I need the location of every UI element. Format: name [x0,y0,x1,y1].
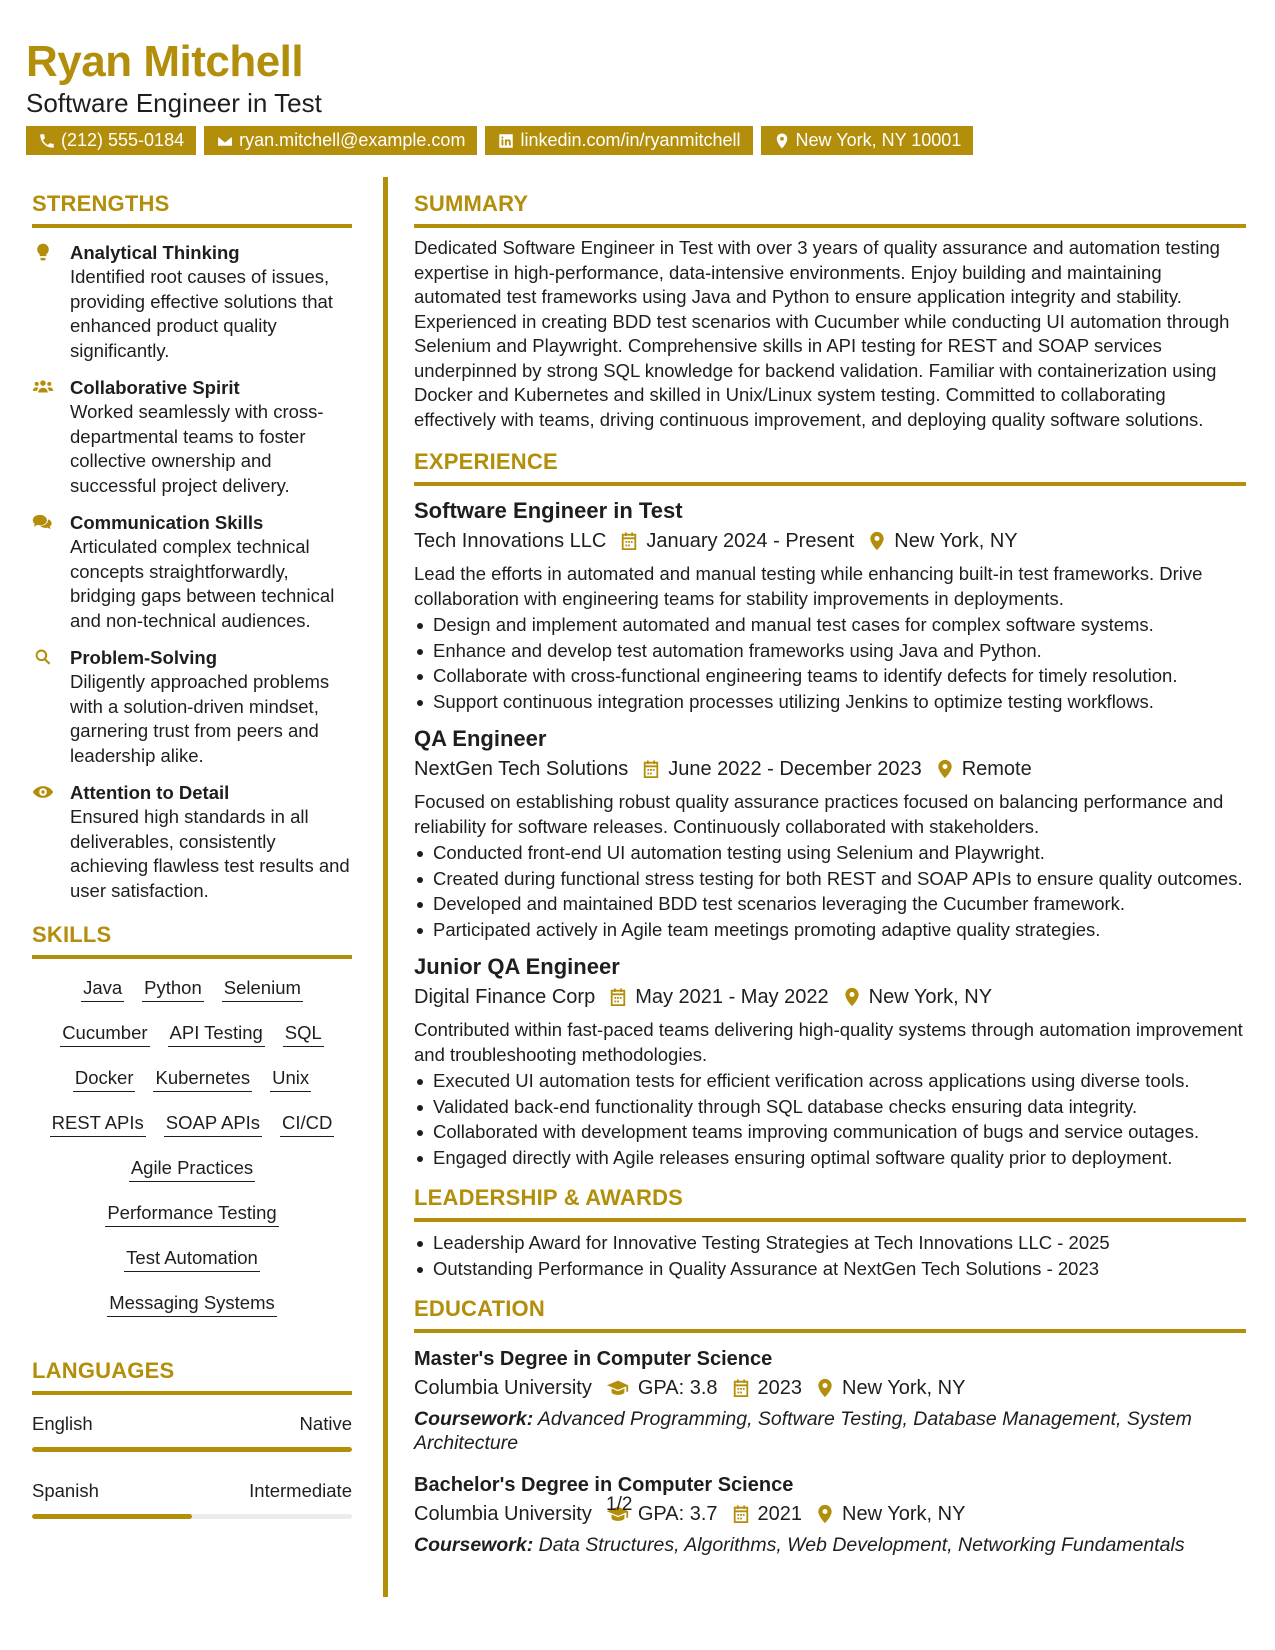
strength-title: Collaborative Spirit [70,377,240,398]
skill-tag: Selenium [222,975,303,1002]
left-column [32,190,352,1545]
calendar-icon [642,759,660,779]
list-item: Collaborate with cross-functional engineering teams to identify defects for timely resolution. [414,663,1246,689]
contact-phone-text: (212) 555-0184 [61,130,185,150]
list-item: Design and implement automated and manual test cases for complex software systems. [414,612,1246,638]
awards-list [414,1230,1246,1281]
users-icon [32,377,54,397]
strength-title: Communication Skills [70,512,264,533]
strength-item [32,645,352,768]
map-marker-icon [843,987,861,1007]
job-bullets [414,840,1246,942]
list-item: Collaborated with development teams improving communication of bugs and service outages. [414,1119,1246,1145]
strength-title: Problem-Solving [70,647,217,668]
list-item: Validated back-end functionality through SQL database checks ensuring data integrity. [414,1094,1246,1120]
job-position: QA Engineer [414,726,547,751]
language-name: Spanish [32,1480,99,1501]
skills-heading: SKILLS [32,921,352,959]
strength-item [32,375,352,498]
language-proficiency-bar [32,1514,352,1519]
skill-tag: Messaging Systems [107,1290,277,1317]
job-company: Tech Innovations LLC [414,530,607,552]
skills-list [32,973,352,1333]
envelope-icon [216,132,234,150]
map-marker-icon [816,1504,834,1524]
coursework-label: Coursework: [414,1534,534,1556]
lightbulb-icon [32,242,54,262]
calendar-icon [732,1378,750,1398]
calendar-icon [620,531,638,551]
list-item: Participated actively in Agile team meetings promoting adaptive quality strategies. [414,917,1246,943]
job-location: New York, NY [868,986,993,1008]
graduation-year: 2021 [757,1503,803,1525]
skill-tag: Test Automation [124,1245,260,1272]
eye-icon [32,782,54,802]
strength-desc: Ensured high standards in all deliverables, consistently achieving flawless test results and user satisfaction. [70,806,350,901]
coursework-text: Advanced Programming, Software Testing, Database Management, System Architecture [414,1408,1192,1454]
job-location: New York, NY [894,530,1018,552]
contact-phone[interactable] [26,126,196,155]
coursework [414,1533,1246,1557]
contact-bar [26,126,973,155]
contact-email[interactable] [204,126,477,155]
language-level: Native [299,1413,352,1434]
skill-tag: Docker [73,1065,136,1092]
skill-tag: Performance Testing [105,1200,278,1227]
skill-tag: SOAP APIs [164,1110,262,1137]
map-marker-icon [868,531,886,551]
gpa: GPA: 3.7 [637,1503,718,1525]
job-description: Lead the efforts in automated and manual testing while enhancing built-in test frameworks. Drive collaboration with engineering teams for stability improvements in deployments. [414,563,1203,609]
map-marker-icon [773,132,791,150]
contact-location [761,126,974,155]
strengths-heading: STRENGTHS [32,190,352,228]
strength-item [32,240,352,363]
list-item: Engaged directly with Agile releases ensuring optimal software quality prior to deployment. [414,1145,1246,1171]
graduation-cap-icon [606,1378,630,1398]
list-item: Created during functional stress testing for both REST and SOAP APIs to ensure quality outcomes. [414,866,1246,892]
job-dates: June 2022 - December 2023 [668,758,922,780]
school-location: New York, NY [842,1503,966,1525]
school-name: Columbia University [414,1377,592,1399]
degree-title: Bachelor's Degree in Computer Science [414,1474,794,1496]
linkedin-icon [497,132,515,150]
gpa: GPA: 3.8 [637,1377,718,1399]
skill-tag: Kubernetes [153,1065,252,1092]
strength-desc: Articulated complex technical concepts straightforwardly, bridging gaps between technical and non-technical audiences. [70,536,335,631]
job-entry [414,496,1246,714]
comments-icon [32,512,54,532]
graduation-year: 2023 [757,1377,803,1399]
job-location: Remote [961,758,1032,780]
education-heading: EDUCATION [414,1295,1246,1333]
list-item: Support continuous integration processes utilizing Jenkins to optimize testing workflows. [414,689,1246,715]
awards-heading: LEADERSHIP & AWARDS [414,1184,1246,1222]
candidate-name: Ryan Mitchell [26,37,304,86]
list-item: Enhance and develop test automation frameworks using Java and Python. [414,638,1246,664]
language-proficiency-bar [32,1447,352,1452]
languages-list [32,1411,352,1519]
job-position: Junior QA Engineer [414,954,620,979]
job-dates: January 2024 - Present [646,530,855,552]
map-marker-icon [936,759,954,779]
experience-heading: EXPERIENCE [414,448,1246,486]
skill-tag: CI/CD [280,1110,334,1137]
language-proficiency-fill [32,1514,192,1519]
language-row [32,1411,352,1437]
map-marker-icon [816,1378,834,1398]
language-proficiency-fill [32,1447,352,1452]
language-level: Intermediate [249,1480,352,1501]
job-description: Contributed within fast-paced teams delivering high-quality systems through automation improvement and troubleshooting methodologies. [414,1019,1243,1065]
phone-icon [38,132,56,150]
coursework [414,1407,1246,1455]
coursework-label: Coursework: [414,1408,534,1430]
languages-heading: LANGUAGES [32,1357,352,1395]
strength-title: Attention to Detail [70,782,230,803]
contact-location-text: New York, NY 10001 [795,130,962,150]
list-item: Outstanding Performance in Quality Assurance at NextGen Tech Solutions - 2023 [414,1256,1246,1282]
school-location: New York, NY [842,1377,966,1399]
list-item: Executed UI automation tests for efficient verification across applications using diverse tools. [414,1068,1246,1094]
calendar-icon [609,987,627,1007]
job-entry [414,952,1246,1170]
contact-linkedin[interactable] [485,126,752,155]
resume-header [26,36,973,155]
coursework-text: Data Structures, Algorithms, Web Development, Networking Fundamentals [538,1534,1185,1556]
skill-tag: Unix [270,1065,311,1092]
job-description: Focused on establishing robust quality assurance practices focused on balancing performance and reliability for software releases. Continuously collaborated with stakeholders. [414,791,1224,837]
contact-email-text: ryan.mitchell@example.com [239,130,466,150]
language-name: English [32,1413,93,1434]
right-column [414,190,1246,1557]
job-title: Software Engineer in Test [26,88,322,118]
education-entry [414,1471,1246,1557]
summary-text: Dedicated Software Engineer in Test with over 3 years of quality assurance and automation testing expertise in high-performance, data-intensive environments. Enjoy building and maintaining automated test frameworks using Java and Python to ensure application integrity and stability. Experienced in creating BDD test scenarios with Cucumber while conducting UI automation through Selenium and Playwright. Comprehensive skills in API testing for REST and SOAP services underpinned by strong SQL knowledge for backend validation. Familiar with containerization using Docker and Kubernetes and skilled in Unix/Linux system testing. Committed to collaborating effectively with teams, driving continuous improvement, and deploying quality software solutions. [414,237,1230,430]
job-bullets [414,612,1246,714]
strength-item [32,780,352,903]
language-row [32,1478,352,1504]
strength-title: Analytical Thinking [70,242,240,263]
degree-title: Master's Degree in Computer Science [414,1348,773,1370]
skill-tag: Python [142,975,204,1002]
job-entry [414,724,1246,942]
page-number: 1/2 [606,1494,633,1515]
job-dates: May 2021 - May 2022 [635,986,829,1008]
strength-desc: Identified root causes of issues, providing effective solutions that enhanced product quality significantly. [70,266,333,361]
calendar-icon [732,1504,750,1524]
strength-desc: Worked seamlessly with cross-departmental teams to foster collective ownership and successful project delivery. [70,401,324,496]
job-position: Software Engineer in Test [414,498,683,523]
skill-tag: Agile Practices [129,1155,255,1182]
job-company: NextGen Tech Solutions [414,758,629,780]
strength-item [32,510,352,633]
skill-tag: API Testing [168,1020,265,1047]
list-item: Developed and maintained BDD test scenarios leveraging the Cucumber framework. [414,891,1246,917]
school-name: Columbia University [414,1503,592,1525]
skill-tag: SQL [283,1020,324,1047]
job-company: Digital Finance Corp [414,986,596,1008]
list-item: Conducted front-end UI automation testing using Selenium and Playwright. [414,840,1246,866]
summary-heading: SUMMARY [414,190,1246,228]
skill-tag: Java [81,975,124,1002]
job-bullets [414,1068,1246,1170]
strength-desc: Diligently approached problems with a solution-driven mindset, garnering trust from peers and leadership alike. [70,671,330,766]
search-icon [32,647,54,667]
education-entry [414,1345,1246,1455]
column-divider [383,177,388,1597]
list-item: Leadership Award for Innovative Testing Strategies at Tech Innovations LLC - 2025 [414,1230,1246,1256]
skill-tag: REST APIs [50,1110,146,1137]
contact-linkedin-text: linkedin.com/in/ryanmitchell [520,130,741,150]
skill-tag: Cucumber [60,1020,149,1047]
